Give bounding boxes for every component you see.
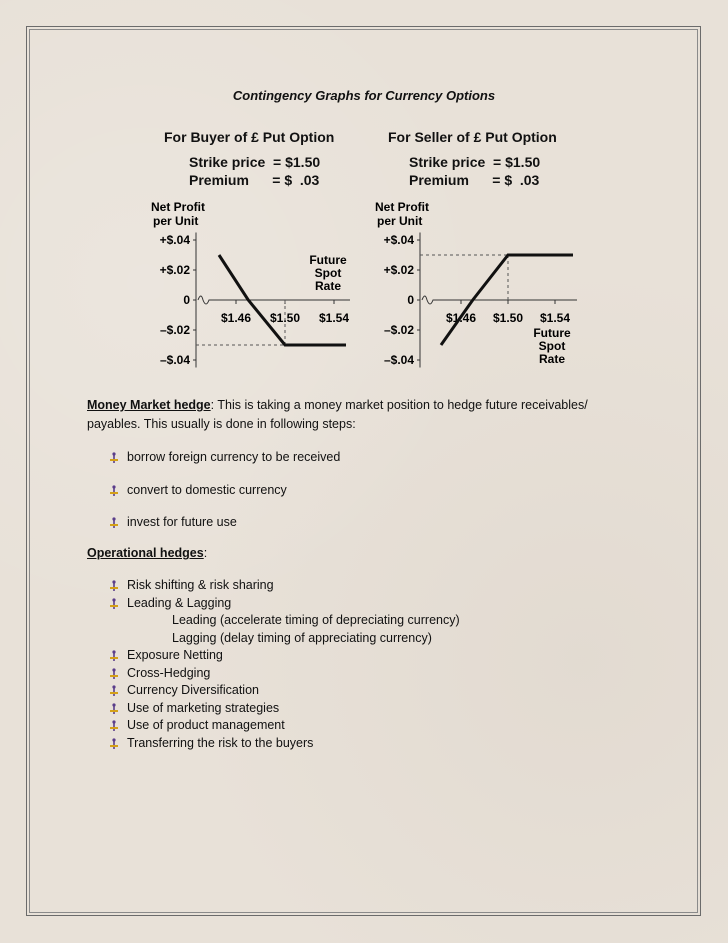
buyer-axis-break — [198, 296, 212, 304]
pushpin-icon — [107, 451, 121, 465]
buyer-panel-heading: For Buyer of £ Put Option — [164, 129, 335, 145]
buyer-x-tick-label: $1.54 — [318, 311, 350, 325]
seller-xlabel-word: Spot — [538, 339, 566, 353]
seller-y-tick-label: +$.02 — [383, 263, 414, 277]
seller-xlabel-word: Rate — [538, 352, 566, 366]
operational-colon: : — [203, 546, 208, 560]
seller-y-tick-label: –$.04 — [383, 353, 414, 367]
buyer-xlabel-word: Future — [309, 253, 347, 267]
pushpin-icon — [107, 702, 121, 716]
seller-panel-heading: For Seller of £ Put Option — [388, 129, 557, 145]
pushpin-icon — [107, 667, 121, 681]
buyer-ylabel-line2: per Unit — [153, 214, 199, 228]
buyer-x-tick-label: $1.46 — [220, 311, 252, 325]
buyer-strike-price: Strike price = $1.50 — [189, 154, 321, 170]
pushpin-icon — [107, 516, 121, 530]
seller-strike-price: Strike price = $1.50 — [409, 154, 541, 170]
money-market-step: convert to domestic currency — [127, 483, 287, 497]
contingency-charts — [0, 0, 728, 400]
buyer-x-tick-label: $1.50 — [269, 311, 301, 325]
money-market-step: invest for future use — [127, 515, 237, 529]
seller-y-tick-label: +$.04 — [383, 233, 414, 247]
seller-ylabel-line2: per Unit — [377, 214, 423, 228]
operational-heading — [87, 544, 207, 563]
money-market-label: Money Market hedge — [87, 398, 211, 412]
money-market-text-1: : This is taking a money market position to hedge future receivables/ — [210, 398, 588, 412]
seller-y-tick-label: 0 — [407, 293, 414, 307]
buyer-y-tick-label: +$.02 — [159, 263, 190, 277]
seller-x-tick-label: $1.46 — [445, 311, 477, 325]
buyer-xlabel-word: Rate — [314, 279, 342, 293]
operational-item: Use of marketing strategies — [127, 700, 280, 715]
money-market-paragraph — [87, 396, 647, 434]
operational-item: Use of product management — [127, 718, 285, 732]
pushpin-icon — [107, 484, 121, 498]
operational-label: Operational hedges — [87, 546, 204, 560]
pushpin-icon — [107, 737, 121, 751]
buyer-y-tick-label: +$.04 — [159, 233, 190, 247]
money-market-text-2: payables. This usually is done in following steps: — [87, 417, 356, 431]
seller-y-tick-label: –$.02 — [383, 323, 414, 337]
operational-item: Cross-Hedging — [127, 665, 211, 680]
operational-item: Exposure Netting — [127, 648, 223, 662]
money-market-step: borrow foreign currency to be received — [127, 450, 341, 464]
pushpin-icon — [107, 597, 121, 611]
operational-item: Risk shifting & risk sharing — [127, 578, 274, 592]
operational-item: Transferring the risk to the buyers — [127, 735, 314, 750]
operational-sub-item: Lagging (delay timing of appreciating currency) — [172, 630, 432, 645]
pushpin-icon — [107, 649, 121, 663]
buyer-y-tick-label: 0 — [183, 293, 190, 307]
seller-xlabel-word: Future — [533, 326, 571, 340]
seller-axis-break — [422, 296, 436, 304]
operational-item: Currency Diversification — [127, 683, 259, 697]
document-title: Contingency Graphs for Currency Options — [232, 88, 496, 103]
pushpin-icon — [107, 684, 121, 698]
buyer-ylabel-line1: Net Profit — [151, 200, 205, 214]
operational-item: Leading & Lagging — [127, 595, 232, 610]
buyer-xlabel-word: Spot — [314, 266, 342, 280]
seller-x-tick-label: $1.50 — [492, 311, 524, 325]
buyer-y-tick-label: –$.04 — [159, 353, 190, 367]
pushpin-icon — [107, 719, 121, 733]
pushpin-icon — [107, 579, 121, 593]
seller-premium: Premium = $ .03 — [409, 172, 540, 188]
seller-x-tick-label: $1.54 — [539, 311, 571, 325]
operational-sub-item: Leading (accelerate timing of depreciating currency) — [172, 613, 460, 627]
buyer-premium: Premium = $ .03 — [189, 172, 320, 188]
buyer-y-tick-label: –$.02 — [159, 323, 190, 337]
seller-ylabel-line1: Net Profit — [375, 200, 429, 214]
